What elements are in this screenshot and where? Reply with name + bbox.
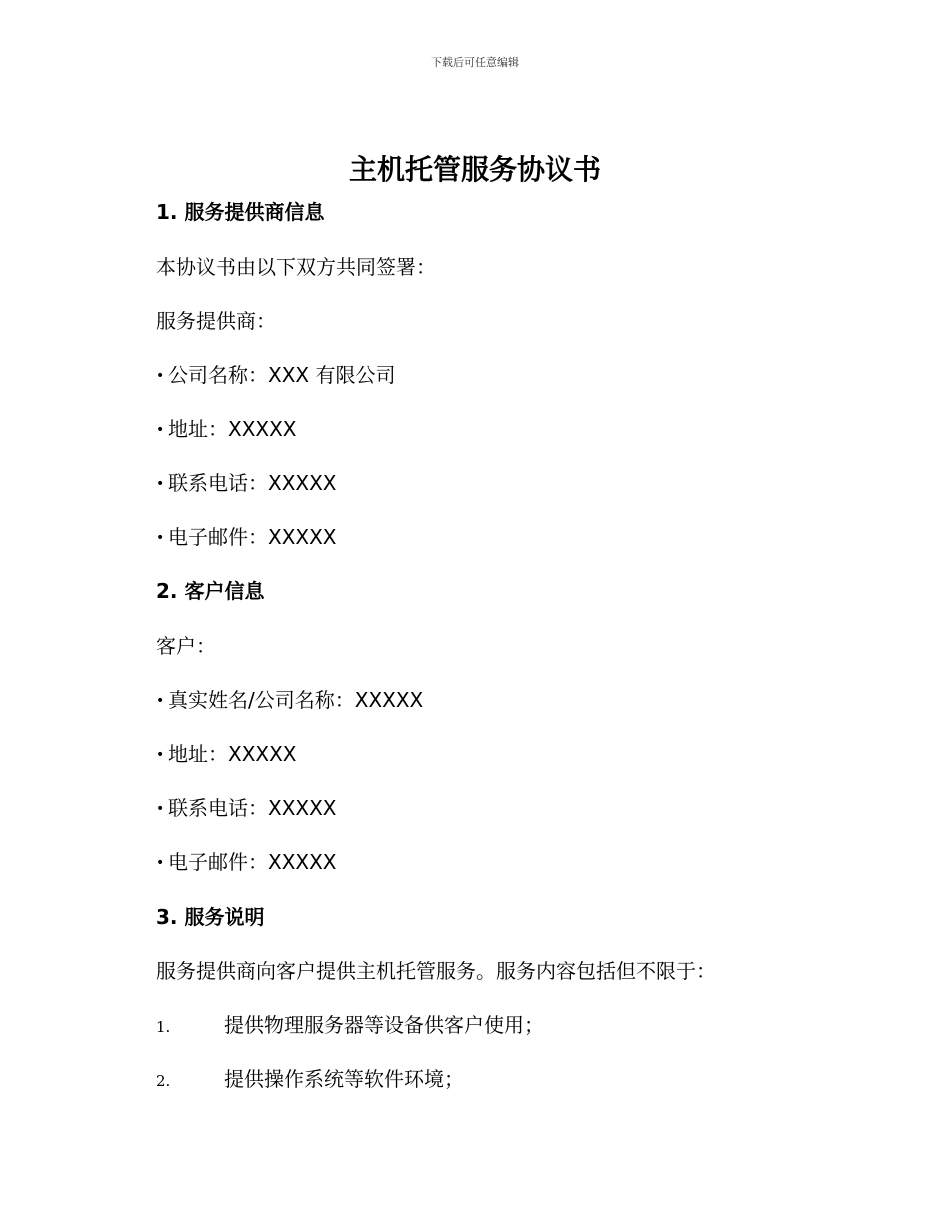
client-item-text: 地址：XXXXX — [168, 742, 297, 766]
section-3-intro: 服务提供商向客户提供主机托管服务。服务内容包括但不限于： — [156, 959, 716, 983]
provider-item-text: 地址：XXXXX — [168, 417, 297, 441]
client-item-address — [156, 740, 297, 769]
provider-item-address — [156, 415, 297, 444]
list-number: 1. — [156, 1018, 171, 1036]
document-title: 主机托管服务协议书 — [348, 153, 601, 186]
client-item-name — [156, 686, 423, 715]
section-1-intro: 本协议书由以下双方共同签署： — [156, 255, 436, 279]
bullet-dot: • — [156, 368, 165, 384]
bullet-dot: • — [156, 855, 165, 871]
provider-item-email — [156, 523, 337, 552]
provider-item-text: 公司名称：XXX 有限公司 — [168, 363, 396, 387]
provider-item-text: 电子邮件：XXXXX — [168, 525, 337, 549]
provider-item-phone — [156, 469, 337, 498]
list-number: 2. — [156, 1072, 171, 1090]
client-item-phone — [156, 794, 337, 823]
client-item-email — [156, 848, 337, 877]
bullet-dot: • — [156, 693, 165, 709]
bullet-dot: • — [156, 747, 165, 763]
provider-item-text: 联系电话：XXXXX — [168, 471, 337, 495]
client-label: 客户： — [156, 634, 216, 658]
provider-label: 服务提供商： — [156, 309, 276, 333]
section-3-heading: 3. 服务说明 — [156, 905, 265, 929]
service-list-item-1 — [156, 1011, 544, 1041]
page-header-note: 下载后可任意编辑 — [431, 56, 519, 69]
client-item-text: 真实姓名/公司名称：XXXXX — [168, 688, 424, 712]
bullet-dot: • — [156, 530, 165, 546]
list-item-text: 提供物理服务器等设备供客户使用； — [224, 1013, 544, 1037]
section-1-heading: 1. 服务提供商信息 — [156, 200, 325, 224]
bullet-dot: • — [156, 801, 165, 817]
bullet-dot: • — [156, 476, 165, 492]
list-item-text: 提供操作系统等软件环境； — [224, 1067, 464, 1091]
client-item-text: 电子邮件：XXXXX — [168, 850, 337, 874]
service-list-item-2 — [156, 1065, 464, 1095]
client-item-text: 联系电话：XXXXX — [168, 796, 337, 820]
bullet-dot: • — [156, 422, 165, 438]
section-2-heading: 2. 客户信息 — [156, 579, 265, 603]
provider-item-company — [156, 361, 395, 390]
